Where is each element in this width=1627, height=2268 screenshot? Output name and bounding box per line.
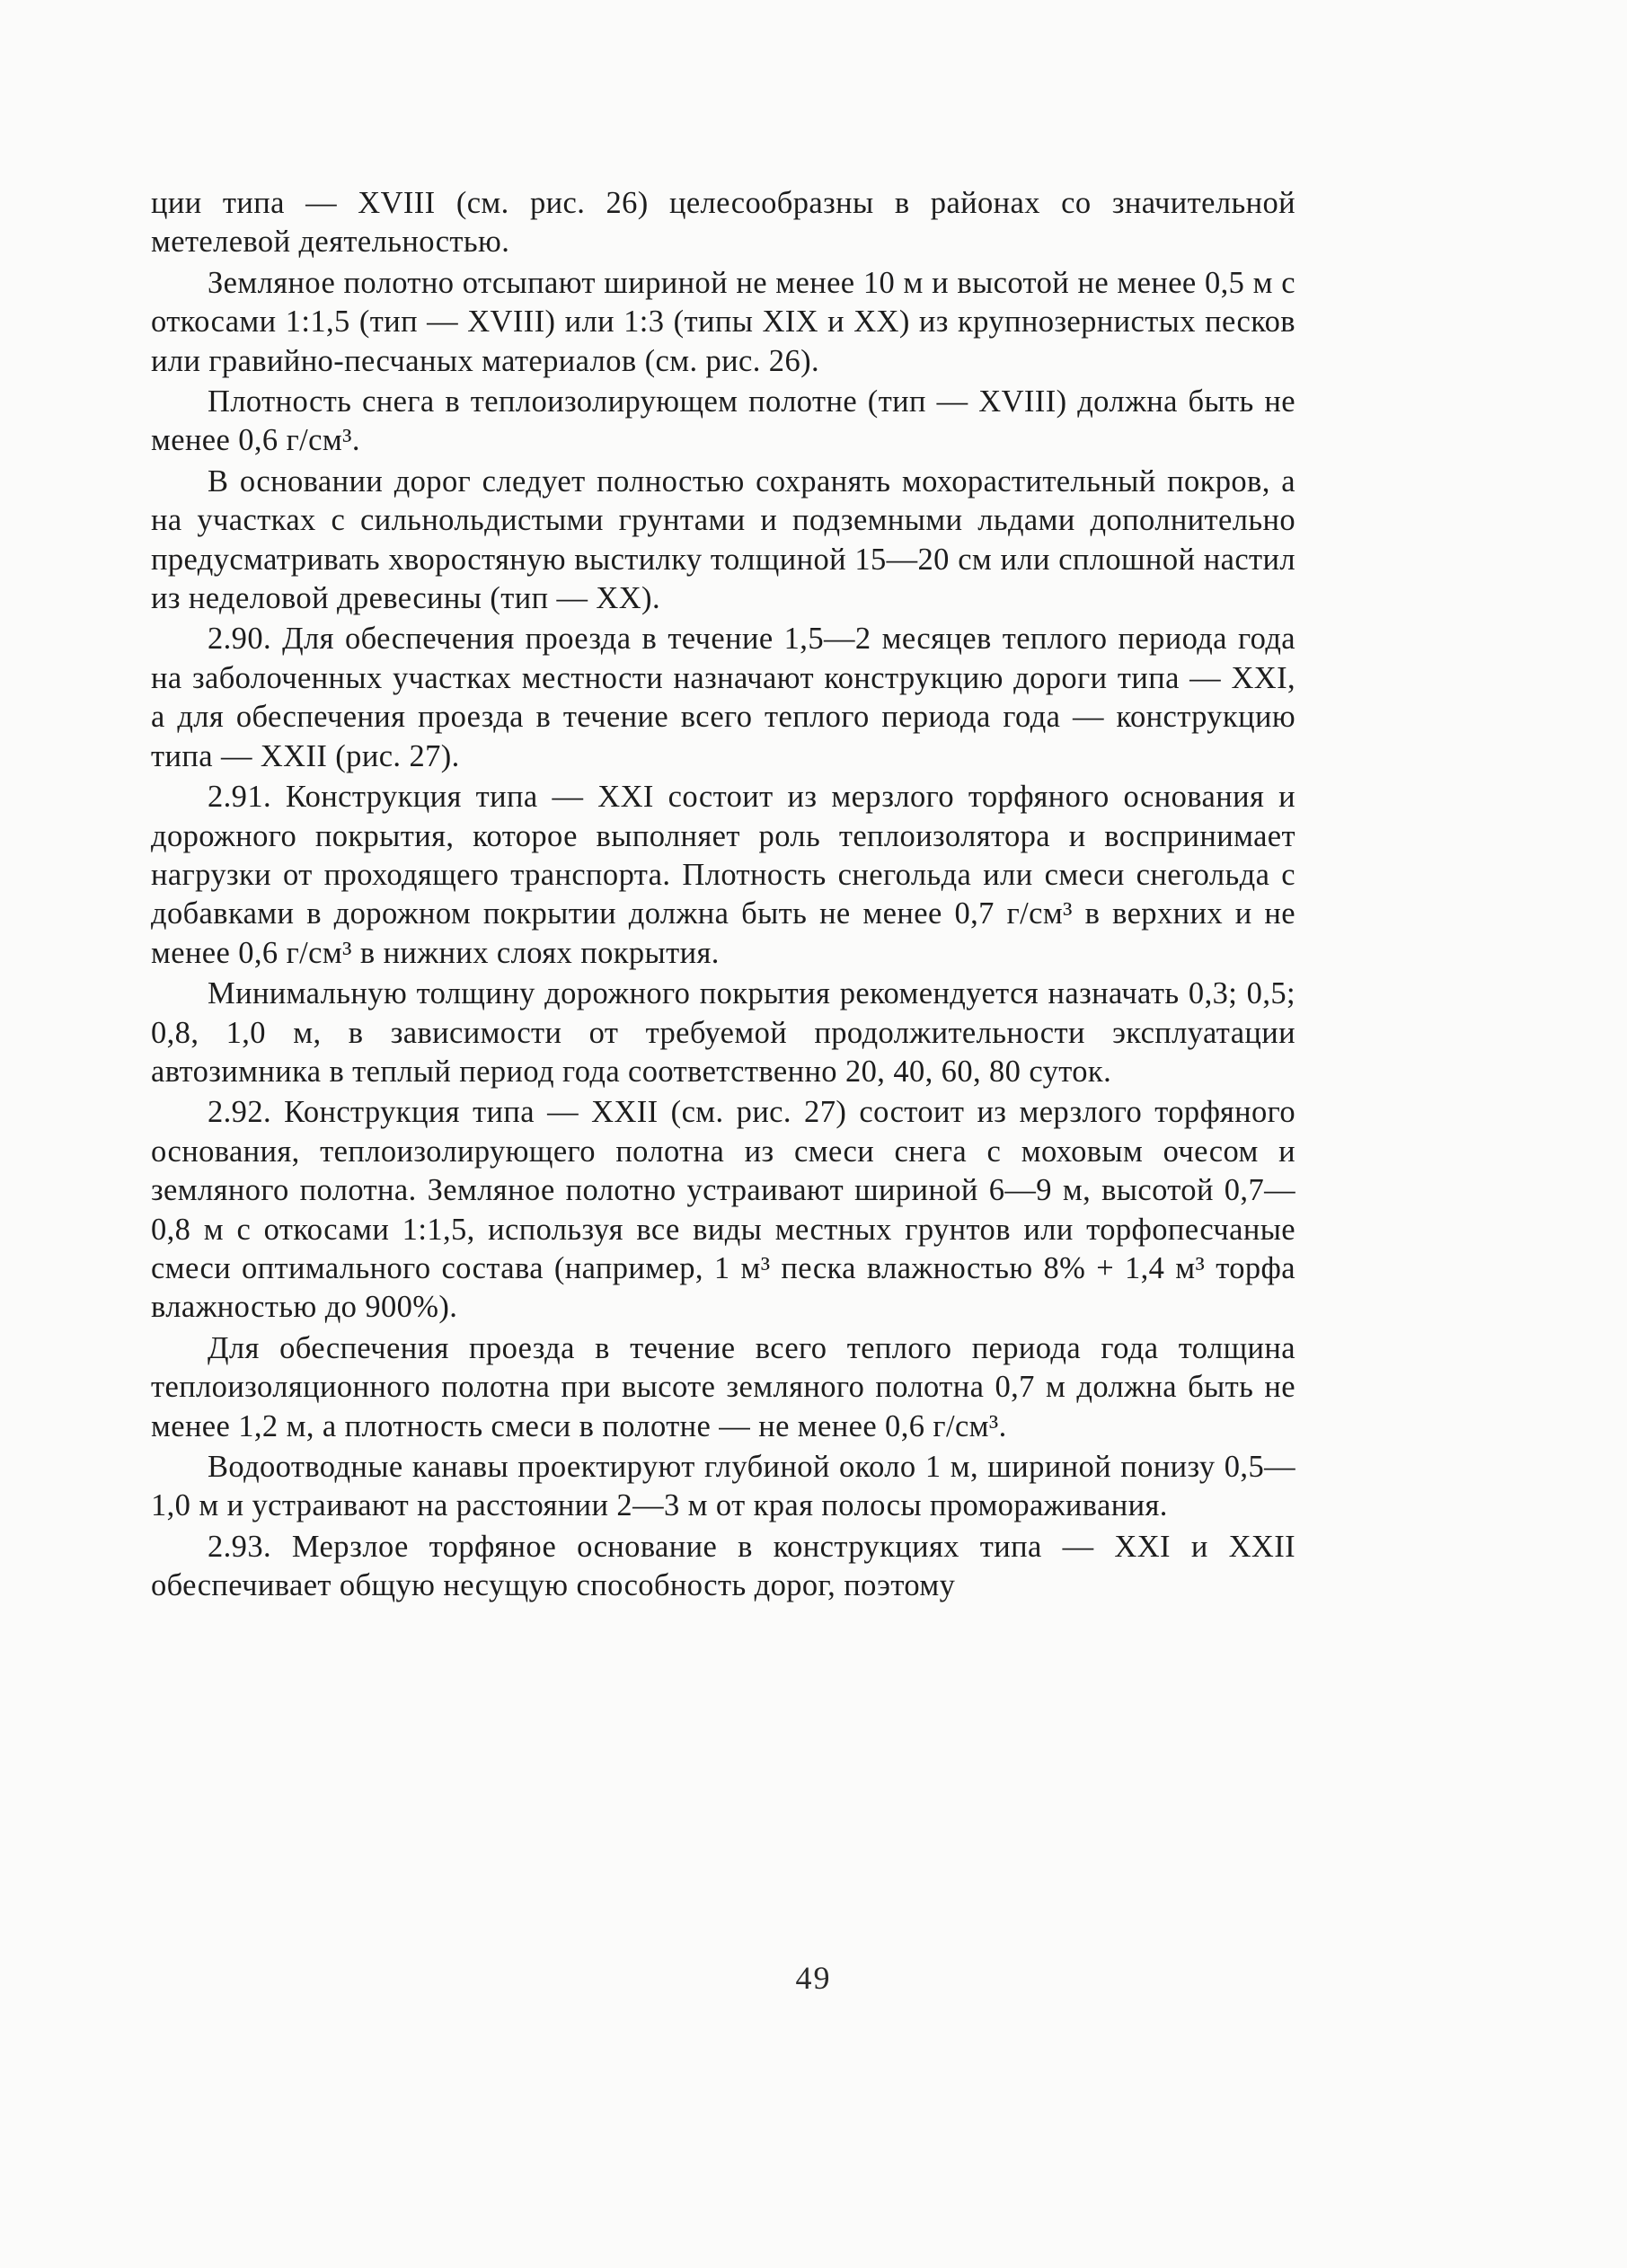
paragraph-8: 2.92. Конструкция типа — XXII (см. рис. 27) состоит из мерзлого торфяного основания, теплоизолирующего полотна из смеси снега с моховым очесом и земляного полотна. Земляное полотно устраивают шириной 6—9 м, высотой 0,7—0,8 м с откосами 1:1,5, используя все виды местных грунтов или торфопесчаные смеси оптимального состава (например, 1 м³ песка влажностью 8% + 1,4 м³ торфа влажностью до 900%).: [151, 1095, 1295, 1325]
paragraph-7: Минимальную толщину дорожного покрытия рекомендуется назначать 0,3; 0,5; 0,8, 1,0 м, в зависимости от требуемой продолжительности эксплуатации автозимника в теплый период года соответственно 20, 40, 60, 80 суток.: [151, 976, 1295, 1089]
paragraph-11: 2.93. Мерзлое торфяное основание в конструкциях типа — XXI и XXII обеспечивает общую несущую способность дорог, поэтому: [151, 1529, 1296, 1603]
paragraph-2: Земляное полотно отсыпают шириной не менее 10 м и высотой не менее 0,5 м с откосами 1:1,5 (тип — XVIII) или 1:3 (типы XIX и XX) из крупнозернистых песков или гравийно-песчаных материалов (см. рис. 26).: [151, 265, 1295, 378]
paragraph-1: ции типа — XVIII (см. рис. 26) целесообразны в районах со значительной метелевой деятельностью.: [151, 186, 1295, 260]
paragraph-10: Водоотводные канавы проектируют глубиной около 1 м, шириной понизу 0,5—1,0 м и устраивают на расстоянии 2—3 м от края полосы промораживания.: [151, 1450, 1295, 1523]
body-text: [151, 184, 1295, 1606]
paragraph-6: 2.91. Конструкция типа — XXI состоит из мерзлого торфяного основания и дорожного покрытия, которое выполняет роль теплоизолятора и воспринимает нагрузки от проходящего транспорта. Плотность снегольда или смеси снегольда с добавками в дорожном покрытии должна быть не менее 0,7 г/см³ в верхних и не менее 0,6 г/см³ в нижних слоях покрытия.: [151, 780, 1295, 970]
paragraph-9: Для обеспечения проезда в течение всего теплого периода года толщина теплоизоляционного полотна при высоте земляного полотна 0,7 м должна быть не менее 1,2 м, а плотность смеси в полотне — не менее 0,6 г/см³.: [151, 1330, 1295, 1443]
paragraph-3: Плотность снега в теплоизолирующем полотне (тип — XVIII) должна быть не менее 0,6 г/см³.: [151, 384, 1295, 458]
paragraph-4: В основании дорог следует полностью сохранять мохорастительный покров, а на участках с сильнольдистыми грунтами и подземными льдами дополнительно предусматривать хворостяную выстилку толщиной 15—20 см или сплошной настил из неделовой древесины (тип — XX).: [151, 463, 1295, 616]
page-number: 49: [795, 1960, 832, 1996]
paragraph-5: 2.90. Для обеспечения проезда в течение 1,5—2 месяцев теплого периода года на заболоченных участках местности назначают конструкцию дороги типа — XXI, а для обеспечения проезда в течение всего теплого периода года — конструкцию типа — XXII (рис. 27).: [151, 622, 1295, 773]
